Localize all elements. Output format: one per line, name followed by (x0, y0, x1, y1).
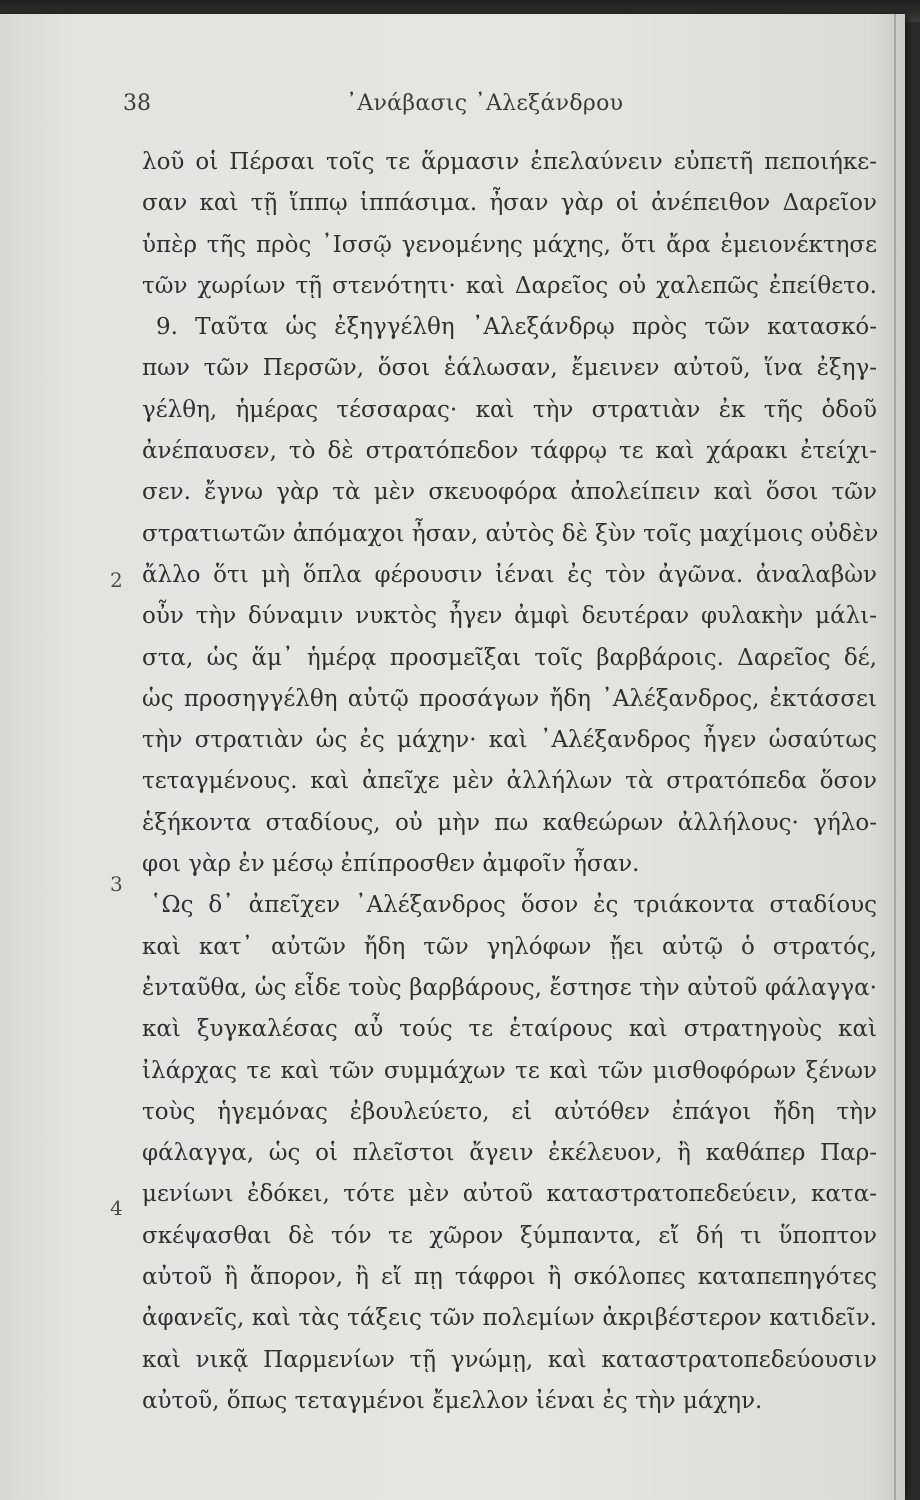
margin-section-number: 4 (110, 1196, 123, 1220)
text-line: οὖν τὴν δύναμιν νυκτὸς ἦγεν ἀμφὶ δευτέραν φυλακὴν μάλι- (142, 603, 877, 630)
text-line: ἐνταῦθα, ὡς εἶδε τοὺς βαρβάρους, ἔστησε τὴν αὐτοῦ φάλαγγα· (142, 974, 877, 1001)
text-line: σαν καὶ τῇ ἵππῳ ἱππάσιμα. ἦσαν γὰρ οἱ ἀνέπειθον Δαρεῖον (142, 190, 877, 217)
page-number: 38 (123, 91, 151, 116)
text-line: φοι γὰρ ἐν μέσῳ ἐπίπροσθεν ἀμφοῖν ἦσαν. (142, 851, 640, 878)
text-line: αὐτοῦ ἢ ἄπορον, ἢ εἴ πῃ τάφροι ἢ σκόλοπες καταπεπηγότες (142, 1264, 877, 1291)
text-line: λοῦ οἱ Πέρσαι τοῖς τε ἅρμασιν ἐπελαύνειν εὐπετῆ πεποιήκε- (142, 149, 877, 175)
body-text (142, 142, 877, 1422)
text-line: σεν. ἔγνω γὰρ τὰ μὲν σκευοφόρα ἀπολείπειν καὶ ὅσοι τῶν (142, 479, 877, 506)
text-line: ἑξήκοντα σταδίους, οὐ μὴν πω καθεώρων ἀλλήλους· γήλο- (142, 809, 877, 836)
text-line: τὴν στρατιὰν ὡς ἐς μάχην· καὶ ᾿Αλέξανδρος ἦγεν ὡσαύτως (142, 727, 877, 754)
running-title: ᾿Ανάβασις ᾿Αλεξάνδρου (346, 91, 624, 116)
text-line: στρατιωτῶν ἀπόμαχοι ἦσαν, αὐτὸς δὲ ξὺν τοῖς μαχίμοις οὐδὲν (142, 520, 879, 547)
text-line: ἀνέπαυσεν, τὸ δὲ στρατόπεδον τάφρῳ τε καὶ χάρακι ἐτείχι- (142, 438, 877, 465)
text-line: καὶ ξυγκαλέσας αὖ τούς τε ἑταίρους καὶ στρατηγοὺς καὶ (142, 1016, 877, 1043)
text-line: αὐτοῦ, ὅπως τεταγμένοι ἔμελλον ἰέναι ἐς τὴν μάχην. (142, 1387, 763, 1414)
text-line: γέλθη, ἡμέρας τέσσαρας· καὶ τὴν στρατιὰν ἐκ τῆς ὁδοῦ (142, 396, 877, 423)
text-line: στα, ὡς ἅμ᾿ ἡμέρᾳ προσμεῖξαι τοῖς βαρβάροις. Δαρεῖος δέ, (142, 644, 877, 671)
text-line: 9. Ταῦτα ὡς ἐξηγγέλθη ᾿Αλεξάνδρῳ πρὸς τῶν κατασκό- (156, 314, 877, 341)
text-line: ὑπὲρ τῆς πρὸς ᾿Ισσῷ γενομένης μάχης, ὅτι ἄρα ἐμειονέκτησε (142, 231, 877, 258)
text-line: τεταγμένους. καὶ ἀπεῖχε μὲν ἀλλήλων τὰ στρατόπεδα ὅσον (142, 768, 877, 795)
text-line: καὶ κατ᾿ αὐτῶν ἤδη τῶν γηλόφων ᾔει αὐτῷ ὁ στρατός, (142, 933, 877, 960)
margin-section-number: 2 (110, 568, 123, 592)
margin-section-number: 3 (110, 872, 123, 896)
text-line: φάλαγγα, ὡς οἱ πλεῖστοι ἄγειν ἐκέλευον, ἢ καθάπερ Παρ- (142, 1140, 877, 1167)
text-line: ἄλλο ὅτι μὴ ὅπλα φέρουσιν ἰέναι ἐς τὸν ἀγῶνα. ἀναλαβὼν (142, 561, 877, 588)
text-line: ῾Ως δ᾿ ἀπεῖχεν ᾿Αλέξανδρος ὅσον ἐς τριάκοντα σταδίους (150, 892, 877, 919)
page-gutter (894, 14, 896, 1500)
page-header (0, 91, 905, 127)
text-line: ὡς προσηγγέλθη αὐτῷ προσάγων ἤδη ᾿Αλέξανδρος, ἐκτάσσει (142, 685, 877, 712)
text-line: ἀφανεῖς, καὶ τὰς τάξεις τῶν πολεμίων ἀκριβέστερον κατιδεῖν. (142, 1305, 877, 1332)
text-line: τοὺς ἡγεμόνας ἐβουλεύετο, εἰ αὐτόθεν ἐπάγοι ἤδη τὴν (142, 1098, 877, 1125)
text-line: μενίωνι ἐδόκει, τότε μὲν αὐτοῦ καταστρατοπεδεύειν, κατα- (142, 1181, 877, 1208)
text-line: πων τῶν Περσῶν, ὅσοι ἑάλωσαν, ἔμεινεν αὐτοῦ, ἵνα ἐξηγ- (142, 355, 877, 382)
text-line: τῶν χωρίων τῇ στενότητι· καὶ Δαρεῖος οὐ χαλεπῶς ἐπείθετο. (142, 272, 877, 299)
text-line: καὶ νικᾷ Παρμενίων τῇ γνώμῃ, καὶ καταστρατοπεδεύουσιν (142, 1346, 877, 1373)
text-line: σκέψασθαι δὲ τόν τε χῶρον ξύμπαντα, εἴ δή τι ὕποπτον (142, 1222, 877, 1249)
text-line: ἰλάρχας τε καὶ τῶν συμμάχων τε καὶ τῶν μισθοφόρων ξένων (142, 1057, 877, 1084)
